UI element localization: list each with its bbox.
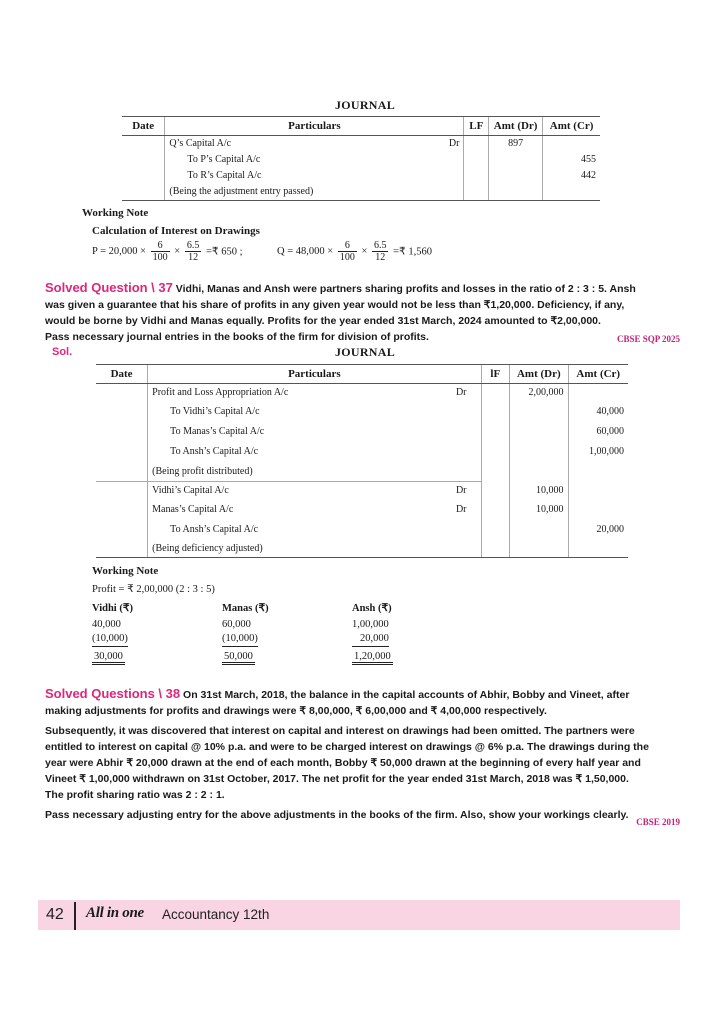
amt-dr	[510, 520, 568, 540]
amt-dr	[510, 422, 568, 442]
amt-dr	[489, 152, 543, 168]
amt-cr: 442	[543, 168, 600, 184]
journal-2-title: JOURNAL	[334, 345, 396, 359]
amt-dr	[510, 442, 568, 462]
particulars: (Being the adjustment entry passed)	[165, 184, 464, 201]
interest-q-formula	[277, 240, 432, 263]
dr-marker: Dr	[455, 387, 467, 399]
total-cell: 1,20,000	[352, 651, 393, 665]
interest-p-formula	[92, 240, 243, 263]
table-row	[122, 152, 600, 168]
amt-cr: 40,000	[568, 402, 628, 422]
table-row	[92, 600, 422, 616]
amt-cr: 20,000	[568, 520, 628, 540]
question-38-text: On 31st March, 2018, the balance in the capital accounts of Abhir, Bobby and Vineet, after	[183, 689, 630, 701]
table-row	[96, 422, 628, 442]
col-amt-dr: Amt (Dr)	[510, 365, 568, 384]
col-date: Date	[122, 117, 165, 136]
table-row	[96, 442, 628, 462]
amt-cr	[568, 384, 628, 402]
amt-dr	[489, 168, 543, 184]
col-amt-cr: Amt (Cr)	[568, 365, 628, 384]
col-header: Vidhi (₹)	[92, 603, 134, 614]
amt-dr: 10,000	[510, 500, 568, 520]
amt-cr	[568, 482, 628, 500]
particulars: To P’s Capital A/c	[165, 152, 464, 168]
cell: 60,000	[222, 618, 251, 630]
amt-dr	[510, 402, 568, 422]
cell: (10,000)	[92, 633, 128, 647]
table-row	[92, 648, 422, 666]
cell: (10,000)	[222, 633, 258, 647]
particulars: To Vidhi’s Capital A/c	[148, 402, 481, 422]
total-cell: 30,000	[92, 651, 125, 665]
subject-title: Accountancy 12th	[162, 907, 270, 922]
table-row	[96, 540, 628, 558]
table-row	[96, 520, 628, 540]
particulars: Q’s Capital A/c	[169, 138, 232, 150]
col-particulars: Particulars	[165, 117, 464, 136]
amt-cr: 1,00,000	[568, 442, 628, 462]
footer-divider	[74, 902, 76, 930]
col-amt-dr: Amt (Dr)	[489, 117, 543, 136]
question-38-text: The profit sharing ratio was 2 : 2 : 1.	[45, 789, 225, 801]
working-note-1-heading: Working Note	[82, 207, 149, 219]
journal-2-table	[96, 364, 628, 558]
table-row	[96, 482, 628, 500]
cell: 20,000	[352, 633, 389, 647]
col-header: Manas (₹)	[222, 603, 269, 614]
particulars: To Manas’s Capital A/c	[148, 422, 481, 442]
col-amt-cr: Amt (Cr)	[543, 117, 600, 136]
table-row	[92, 616, 422, 632]
amt-dr: 897	[489, 136, 543, 152]
fraction: $\frac{6}{100}$	[152, 240, 168, 263]
amt-cr: 60,000	[568, 422, 628, 442]
working-note-1-subheading: Calculation of Interest on Drawings	[92, 225, 260, 237]
particulars: Profit and Loss Appropriation A/c	[152, 387, 289, 399]
question-38	[45, 686, 685, 823]
table-row	[122, 168, 600, 184]
question-38-label: Solved Questions \ 38	[45, 686, 181, 701]
dr-marker: Dr	[455, 504, 467, 515]
journal-1-title: JOURNAL	[334, 98, 396, 112]
cell: 40,000	[92, 618, 121, 630]
amt-dr: 10,000	[510, 482, 568, 500]
source-tag: CBSE 2019	[636, 817, 680, 827]
fraction: $\frac{6}{100}$	[339, 240, 355, 263]
dr-marker: Dr	[448, 138, 460, 150]
question-38-text: year were Abhir ₹ 20,000 drawn at the end of each month, Bobby ₹ 50,000 drawn at the beginning of every half year and	[45, 757, 641, 769]
dr-marker: Dr	[455, 485, 467, 497]
question-38-text: making adjustments for profits and drawings were ₹ 8,00,000, ₹ 6,00,000 and ₹ 4,00,000 respectively.	[45, 705, 547, 717]
col-header: Ansh (₹)	[352, 603, 392, 614]
question-38-text: Vineet ₹ 1,00,000 withdrawn on 31st October, 2017. The net profit for the year ended 31st March, 2018 was ₹ 1,50,000.	[45, 773, 629, 785]
question-37-text: Pass necessary journal entries in the books of the firm for division of profits.	[45, 331, 429, 343]
question-38-text: Pass necessary adjusting entry for the above adjustments in the books of the firm. Also, show your workings clearly.	[45, 809, 629, 821]
particulars: (Being profit distributed)	[148, 462, 481, 482]
question-37-text: was given a guarantee that his share of profits in any given year would not be less than ₹1,20,000. Deficiency, if any,	[45, 299, 625, 311]
journal-1-table	[122, 116, 600, 201]
col-lf: LF	[464, 117, 489, 136]
amt-dr: 2,00,000	[510, 384, 568, 402]
fraction: $\frac{6.5}{12}$	[186, 240, 200, 263]
particulars: Manas’s Capital A/c	[152, 504, 234, 515]
question-38-text: Subsequently, it was discovered that interest on capital and interest on drawings had been omitted. The partners were	[45, 725, 635, 737]
solution-label: Sol.	[52, 346, 73, 358]
question-38-text: entitled to interest on capital @ 10% p.a. and were to be charged interest on drawings @ 6% p.a. The drawings during the	[45, 741, 649, 753]
table-row	[96, 500, 628, 520]
particulars: Vidhi’s Capital A/c	[152, 485, 229, 497]
footer-band	[38, 900, 680, 930]
question-37	[45, 280, 685, 345]
working-note-2-heading: Working Note	[92, 565, 159, 577]
table-row	[122, 184, 600, 201]
formula-result: =₹ 650 ;	[205, 246, 243, 258]
amt-cr: 455	[543, 152, 600, 168]
formula-prefix: Q = 48,000 ×	[277, 246, 334, 257]
table-row	[96, 462, 628, 482]
times-sign: ×	[174, 246, 181, 257]
amt-cr	[568, 500, 628, 520]
times-sign: ×	[361, 246, 368, 257]
total-cell: 50,000	[222, 651, 255, 665]
table-row	[92, 632, 422, 648]
fraction: $\frac{6.5}{12}$	[373, 240, 387, 263]
question-37-label: Solved Question \ 37	[45, 280, 173, 295]
working-note-2-table	[92, 600, 422, 666]
cell: 1,00,000	[352, 618, 389, 630]
amt-cr	[543, 136, 600, 152]
col-particulars: Particulars	[148, 365, 481, 384]
table-row	[96, 402, 628, 422]
question-37-text: would be borne by Vidhi and Manas equally. Profits for the year ended 31st March, 2024 amounted to ₹2,00,000.	[45, 315, 601, 327]
formula-result: =₹ 1,560	[393, 246, 432, 258]
table-row	[96, 384, 628, 402]
col-date: Date	[96, 365, 148, 384]
formula-prefix: P = 20,000 ×	[92, 246, 147, 257]
table-row	[122, 136, 600, 152]
particulars: To R’s Capital A/c	[165, 168, 464, 184]
particulars: (Being deficiency adjusted)	[148, 540, 481, 558]
page-number: 42	[46, 906, 64, 923]
question-37-text: Vidhi, Manas and Ansh were partners sharing profits and losses in the ratio of 2 : 3 : 5. Ansh	[175, 283, 636, 295]
brand-logo: All in one	[86, 905, 144, 921]
particulars: To Ansh’s Capital A/c	[148, 442, 481, 462]
particulars: To Ansh’s Capital A/c	[148, 520, 481, 540]
profit-line: Profit = ₹ 2,00,000 (2 : 3 : 5)	[92, 584, 215, 595]
source-tag: CBSE SQP 2025	[616, 334, 680, 344]
col-lf: lF	[481, 365, 510, 384]
